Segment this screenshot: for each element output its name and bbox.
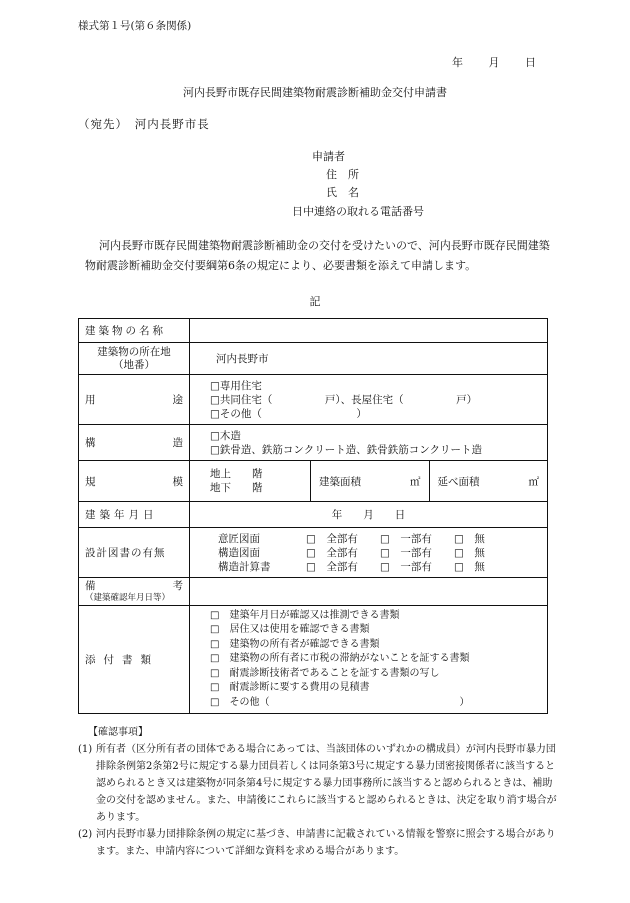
row-location: [79, 343, 548, 375]
date-line: [452, 54, 536, 70]
label-structure: 構 造: [85, 437, 183, 449]
use-option-dedicated[interactable]: □専用住宅: [210, 379, 262, 392]
row-use: [79, 375, 548, 425]
drawings-row-calc: 構造計算書 □ 全部有 □ 一部有 □ 無: [218, 560, 485, 573]
structure-option-steel[interactable]: □鉄骨造、鉄筋コンクリート造、鉄骨鉄筋コンクリート造: [210, 443, 482, 456]
attachment-item[interactable]: □ 耐震診断に要する費用の見積書: [210, 682, 370, 694]
intro-paragraph: 河内長野市既存民間建築物耐震診断補助金の交付を受けたいので、河内長野市既存民間建築物耐震診断補助金交付要綱第6条の規定により、必要書類を添えて申請します。: [85, 239, 550, 272]
row-building-name: [79, 319, 548, 343]
attachment-item[interactable]: □ 耐震診断技術者であることを証する書類の写し: [210, 667, 440, 679]
field-construction-date[interactable]: 年 月 日: [190, 502, 548, 528]
attachment-item[interactable]: □ 建築年月日が確認又は推測できる書類: [210, 609, 400, 621]
form-number: 様式第１号(第６条関係): [78, 20, 192, 32]
row-attachments: [79, 606, 548, 714]
note-item: (2) 河内長野市暴力団排除条例の規定に基づき、申請書に記載されている情報を警察に照会する場合があります。また、申請内容について詳細な資料を求める場合があります。: [78, 829, 556, 857]
label-remarks-sub: （建築確認年月日等）: [85, 592, 171, 603]
date-month: 月: [488, 56, 500, 69]
field-structure: [190, 425, 548, 461]
field-remarks[interactable]: [190, 578, 548, 606]
structure-option-wood[interactable]: □木造: [210, 429, 241, 442]
location-value: 河内長野市: [216, 353, 269, 365]
applicant-address-label: 住 所: [326, 168, 359, 181]
field-use: [190, 375, 548, 425]
use-option-shared[interactable]: □共同住宅（ 戸）、長屋住宅（ 戸）: [210, 393, 478, 406]
attachment-item[interactable]: □ 建築物の所有者が確認できる書類: [210, 638, 380, 650]
field-building-name[interactable]: [190, 319, 548, 343]
document-title: 河内長野市既存民間建築物耐震診断補助金交付申請書: [183, 86, 447, 99]
label-scale: 規 模: [85, 475, 183, 488]
label-location: 建築物の所在地: [97, 345, 171, 358]
field-attachments: [190, 606, 548, 714]
applicant-name-label: 氏 名: [326, 186, 359, 199]
notes-heading: 【確認事項】: [88, 727, 148, 738]
label-location-sub: （地番）: [113, 358, 155, 371]
applicant-phone-label: 日中連絡の取れる電話番号: [292, 205, 424, 218]
label-remarks: 備 考: [85, 579, 183, 592]
ki-heading: 記: [309, 295, 321, 308]
application-table: [78, 318, 548, 714]
row-remarks: [79, 578, 548, 606]
drawings-row-design: 意匠図面 □ 全部有 □ 一部有 □ 無: [218, 532, 485, 545]
scale-floors[interactable]: 地上 階 地下 階: [190, 461, 311, 501]
label-building-name: 建築物の名称: [85, 325, 166, 337]
row-construction-date: [79, 502, 548, 528]
confirmation-notes: [78, 724, 558, 860]
row-scale: [79, 461, 548, 502]
label-attachments: 添付書類: [85, 654, 159, 666]
date-year: 年: [452, 56, 463, 69]
label-use: 用 途: [85, 394, 183, 406]
drawings-row-structural: 構造図面 □ 全部有 □ 一部有 □ 無: [218, 546, 485, 559]
attachment-item[interactable]: □ 建築物の所有者に市税の滞納がないことを証する書類: [210, 653, 470, 665]
field-drawings: [190, 528, 548, 578]
date-day: 日: [525, 56, 536, 69]
label-drawings: 設計図書の有無: [85, 547, 166, 559]
attachment-item[interactable]: □ その他（ ）: [210, 696, 470, 708]
note-item: (1) 所有者（区分所有者の団体である場合にあっては、当該団体のいずれかの構成員）が河内長野市暴力団排除条例第2条第2号に規定する暴力団員若しくは同条第3号に規定する暴力団密接関係者に該当すると認められるとき又は建築物が同条第4号に規定する暴力団事務所に該当すると認められるときは、補助金の交付を認めません。また、申請後にこれらに該当すると認められるときは、決定を取り消す場合があります。: [78, 744, 557, 823]
use-option-other[interactable]: □その他（ ）: [210, 407, 367, 420]
scale-total-area[interactable]: 延べ面積 ㎡: [437, 475, 539, 488]
addressee: （宛先） 河内長野市長: [78, 117, 210, 131]
field-location[interactable]: [190, 343, 548, 375]
row-structure: [79, 425, 548, 461]
attachment-item[interactable]: □ 居住又は使用を確認できる書類: [210, 624, 370, 636]
applicant-heading: 申請者: [312, 150, 345, 163]
row-drawings: [79, 528, 548, 578]
label-construction-date: 建築年月日: [85, 509, 158, 521]
scale-building-area[interactable]: 建築面積 ㎡: [311, 461, 430, 501]
